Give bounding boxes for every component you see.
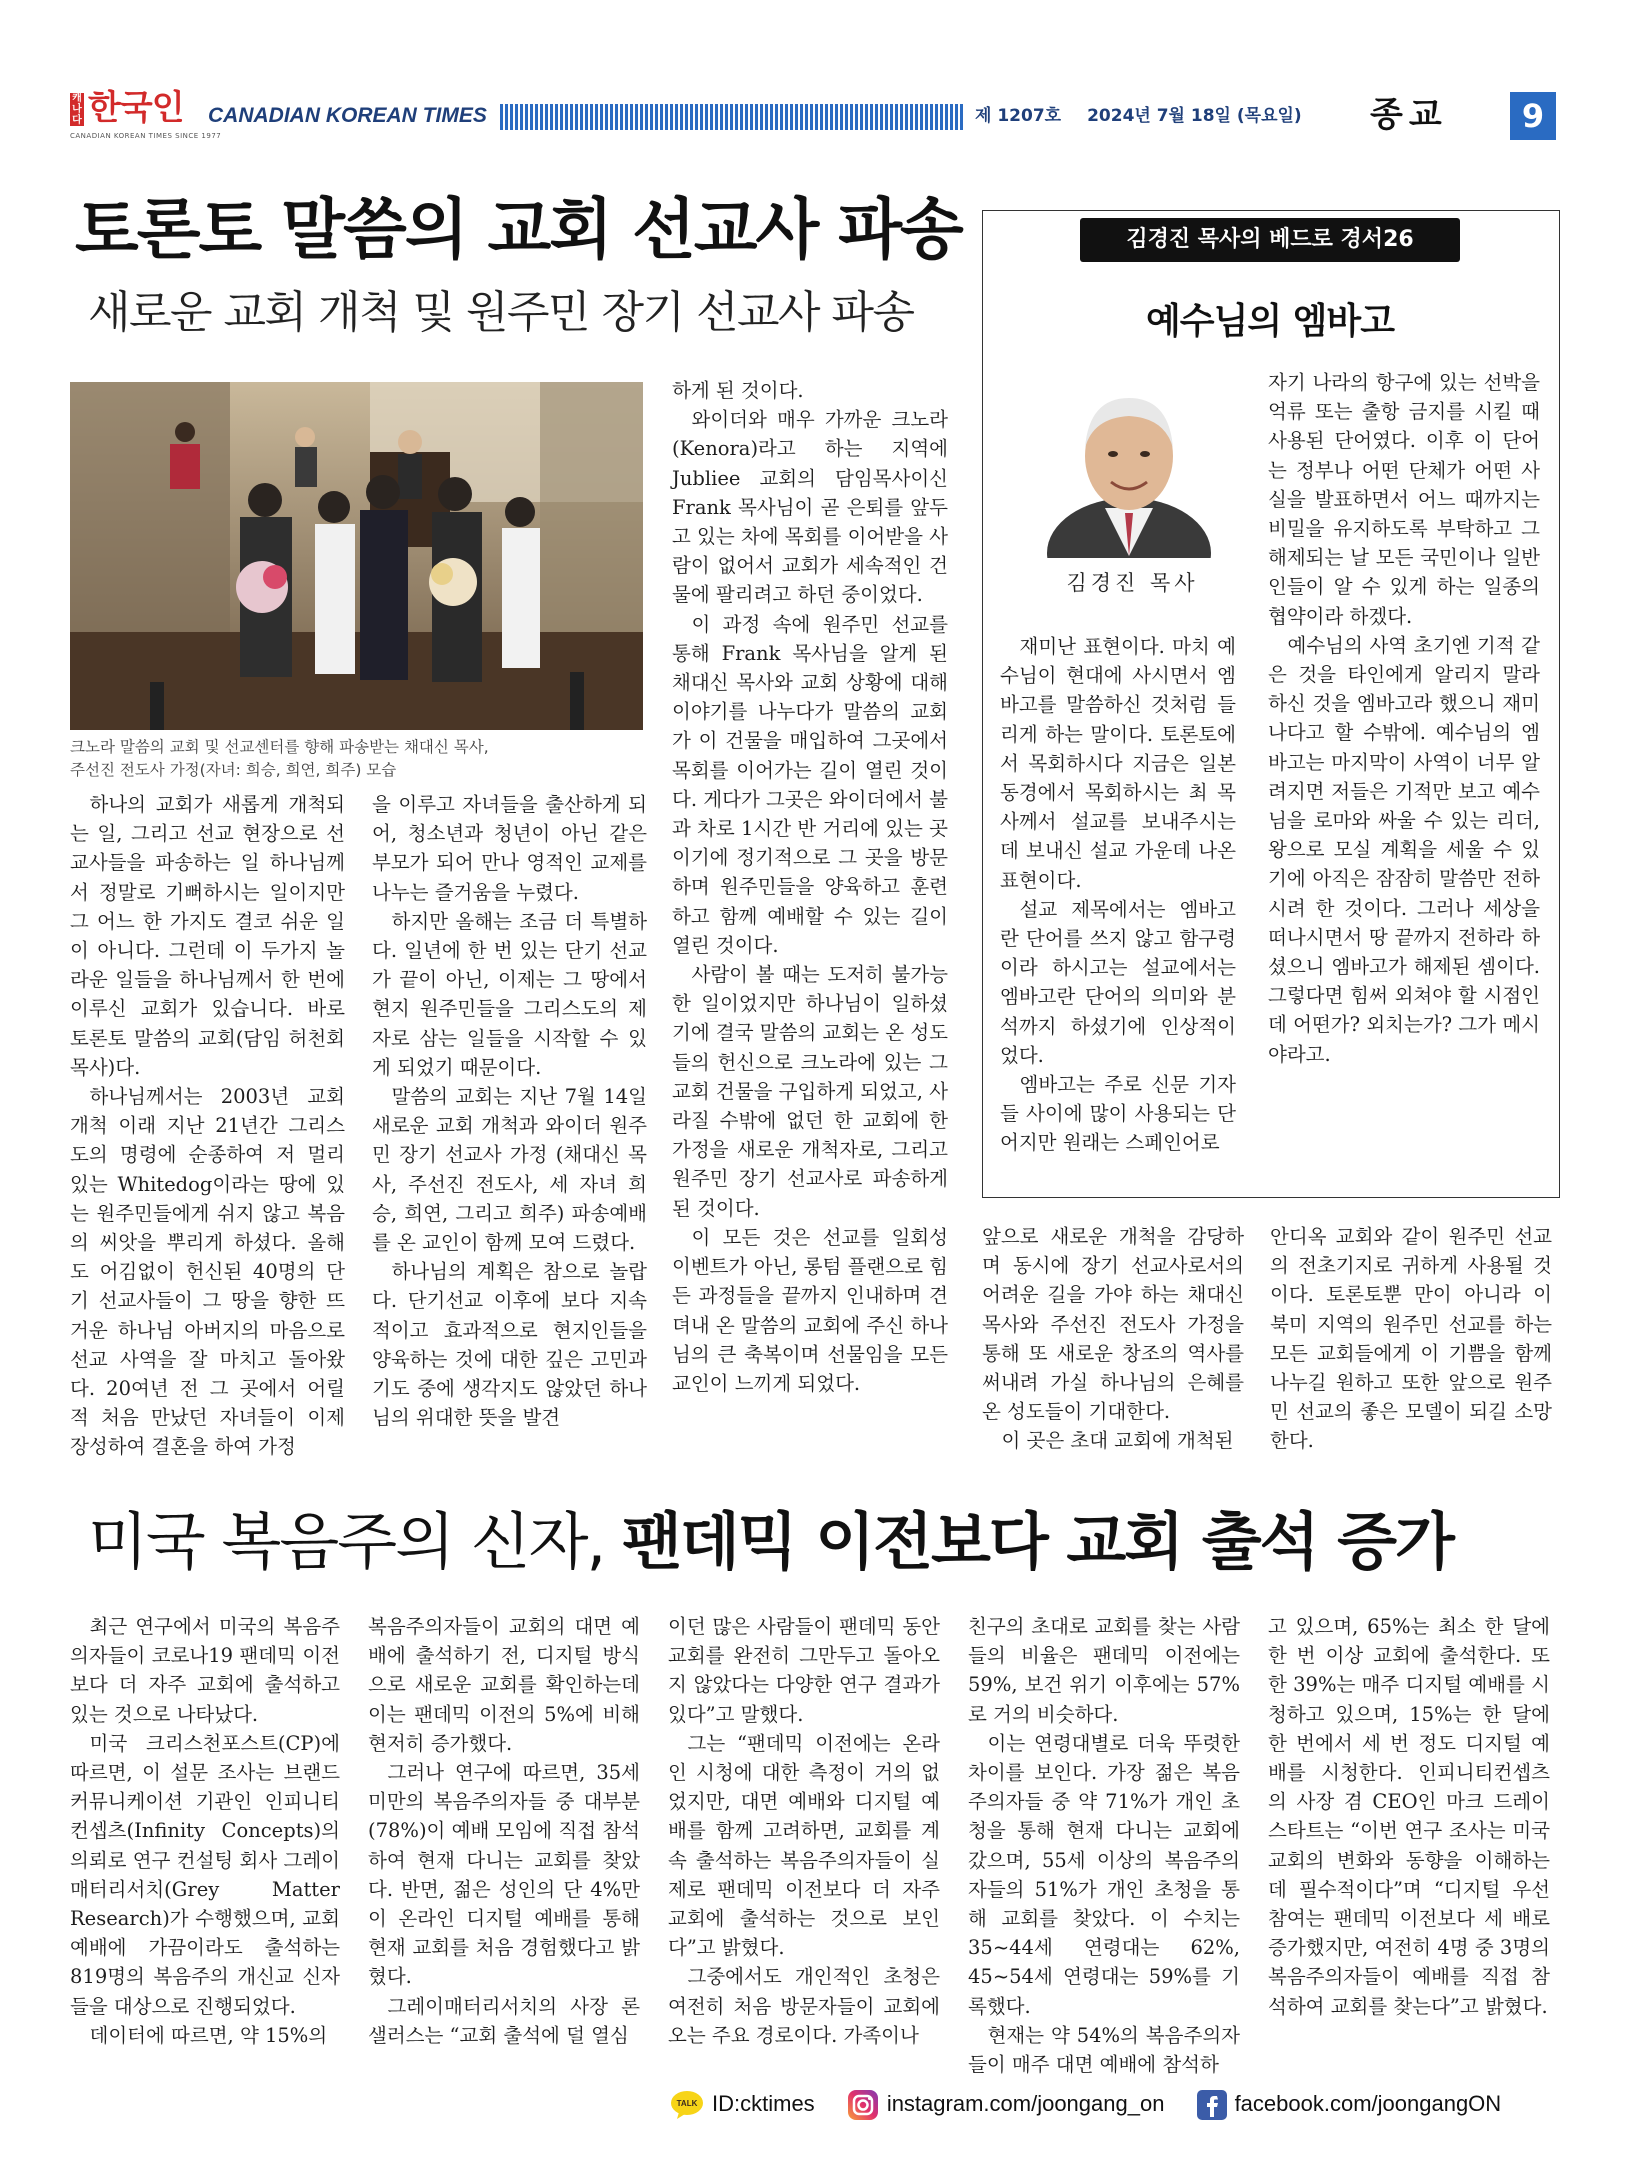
column-text-a	[1000, 632, 1236, 1158]
paragraph: 이 과정 속에 원주민 선교를 통해 Frank 목사님을 알게 된 채대신 목사와 교회 상황에 대해 이야기를 나누다가 말씀의 교회가 이 건물을 매입하여 그곳에서 목회를 이어가는 길이 열린 것이다. 게다가 그곳은 와이더에서 불과 차로 1시간 반 거리에 있는 곳이기에 정기적으로 그 곳을 방문하며 원주민들을 양육하고 훈련하고 함께 예배할 수 있는 길이 열린 것이다.	[672, 612, 948, 957]
paragraph: 앞으로 새로운 개척을 감당하며 동시에 장기 선교사로서의 어려운 길을 가야 하는 채대신 목사와 주선진 전도사 가정을 통해 또 새로운 창조의 역사를 써내려 가실 하나님의 은혜를 온 성도들이 기대한다.	[982, 1225, 1244, 1424]
paragraph: 와이더와 매우 가까운 크노라(Kenora)라고 하는 지역에 Jubliee 교회의 담임목사이신 Frank 목사님이 곧 은퇴를 앞두고 있는 차에 목회를 이어받을 사람이 없어서 교회가 세속적인 건물에 팔리려고 하던 중이었다.	[672, 408, 948, 607]
paragraph: 말씀의 교회는 지난 7월 14일 새로운 교회 개척과 와이더 원주민 장기 선교사 가정 (채대신 목사, 주선진 전도사, 세 자녀 희승, 희연, 그리고 희주) 파송예배를 온 교인이 함께 모여 드렸다.	[372, 1085, 647, 1255]
paragraph: 이는 연령대별로 더욱 뚜렷한 차이를 보인다. 가장 젊은 복음주의자들 중 약 71%가 개인 초청을 통해 현재 다니는 교회에 갔으며, 55세 이상의 복음주의자들의 51%가 개인 초청을 통해 교회를 찾았다. 이 수치는 35~44세 연령대는 62%, 45~54세 연령대는 59%를 기록했다.	[968, 1731, 1240, 2018]
masthead-english: CANADIAN KOREAN TIMES	[196, 100, 499, 132]
article1-column-2	[372, 790, 647, 1432]
paragraph: 하게 된 것이다.	[672, 379, 804, 402]
article2-headline	[88, 1502, 1558, 1582]
article1-column-4	[982, 1222, 1244, 1456]
logo-subtitle: CANADIAN KOREAN TIMES SINCE 1977	[70, 132, 222, 140]
commissioning-service-photo	[70, 382, 643, 730]
caption-line: 주선진 전도사 가정(자녀: 희승, 희연, 희주) 모습	[70, 761, 397, 779]
paragraph: 하지만 올해는 조금 더 특별하다. 일년에 한 번 있는 단기 선교가 끝이 아닌, 이제는 그 땅에서 현지 원주민들을 그리스도의 제자로 삼는 일들을 시작할 수 있게 되었기 때문이다.	[372, 909, 647, 1079]
article2-column-3	[668, 1612, 940, 2050]
headline-part-bold: 팬데믹 이전보다 교회 출석 증가	[621, 1505, 1453, 1578]
facebook-url: facebook.com/joongangON	[1234, 2091, 1502, 2117]
instagram-url: instagram.com/joongang_on	[886, 2091, 1165, 2117]
column-series-label: 김경진 목사의 베드로 경서26	[1080, 218, 1460, 262]
article1-headline: 토론토 말씀의 교회 선교사 파송	[75, 191, 962, 268]
column-text-b	[1268, 368, 1540, 1069]
column-title: 예수님의 엠바고	[1146, 301, 1394, 342]
paragraph: 현재는 약 54%의 복음주의자들이 매주 대면 예배에 참석하	[968, 2023, 1240, 2077]
issue-number: 제 1207호	[975, 106, 1062, 126]
headline-part: 미국 복음주의 신자,	[88, 1505, 622, 1578]
article1-column-3	[672, 376, 948, 1398]
paragraph: 안디옥 교회와 같이 원주민 선교의 전초기지로 귀하게 사용될 것이다. 토론토뿐 만이 아니라 이 북미 지역의 원주민 선교를 하는 모든 교회들에게 이 기쁨을 함께 나누길 원하고 또한 앞으로 원주민 선교의 좋은 모델이 되길 소망한다.	[1270, 1225, 1552, 1453]
paragraph: 그중에서도 개인적인 초청은 여전히 처음 방문자들이 교회에 오는 주요 경로이다. 가족이나	[668, 1965, 940, 2047]
paragraph: 하나님의 계획은 참으로 놀랍다. 단기선교 이후에 보다 지속적이고 효과적으로 현지인들을 양육하는 것에 대한 깊은 고민과 기도 중에 생각지도 않았던 하나님의 위대한 뜻을 발견	[372, 1260, 647, 1430]
newspaper-logo: 한국인	[88, 88, 184, 128]
paragraph: 최근 연구에서 미국의 복음주의자들이 코로나19 팬데믹 이전보다 더 자주 교회에 출석하고 있는 것으로 나타났다.	[70, 1615, 340, 1726]
article2-column-1	[70, 1612, 340, 2050]
facebook-icon	[1197, 2090, 1227, 2120]
caption-line: 크노라 말씀의 교회 및 선교센터를 향해 파송받는 채대신 목사,	[70, 738, 489, 756]
section-label: 종교	[1370, 95, 1448, 135]
paragraph: 이 모든 것은 선교를 일회성 이벤트가 아닌, 롱텀 플랜으로 힘든 과정들을 끝까지 인내하며 견뎌내 온 말씀의 교회에 주신 하나님의 큰 축복이며 선물임을 모든 교인이 느끼게 되었다.	[672, 1225, 948, 1395]
paragraph: 예수님의 사역 초기엔 기적 같은 것을 타인에게 알리지 말라 하신 것을 엠바고라 했으니 재미나다고 할 수밖에. 예수님의 엠바고는 마지막이 사역이 너무 알려지면 저들은 기적만 보고 예수님을 로마와 싸울 수 있는 리더, 왕으로 모실 계획을 세울 수 있기에 아직은 잠잠히 말씀만 전하시려 한 것이다. 그러나 세상을 떠나시면서 땅 끝까지 전하라 하셨으니 엠바고가 해제된 셈이다. 그렇다면 힘써 외쳐야 할 시점인데 어떤가? 외치는가? 그가 메시야라고.	[1268, 633, 1540, 1066]
kakaotalk-icon	[670, 2090, 704, 2120]
paragraph: 재미난 표현이다. 마치 예수님이 현대에 사시면서 엠바고를 말씀하신 것처럼 들리게 하는 말이다. 토론토에서 목회하시다 지금은 일본 동경에서 목회하시는 최 목사께서 설교를 보내주시는데 보내신 설교 가운데 나온 표현이다.	[1000, 635, 1236, 892]
page-number: 9	[1510, 92, 1556, 140]
social-footer	[670, 2085, 1527, 2121]
kakao-id: ID:cktimes	[712, 2091, 815, 2117]
paragraph: 사람이 볼 때는 도저히 불가능한 일이었지만 하나님이 일하셨기에 결국 말씀의 교회는 온 성도들의 헌신으로 크노라에 있는 그 교회 건물을 구입하게 되었고, 사라질 수밖에 없던 한 교회에 한 가정을 새로운 개척자로, 그리고 원주민 장기 선교사로 파송하게 된 것이다.	[672, 963, 948, 1220]
kakao-link[interactable]	[670, 2086, 815, 2122]
issue-date: 2024년 7월 18일 (목요일)	[1087, 106, 1302, 126]
author-portrait-illustration	[1045, 378, 1213, 558]
paragraph: 을 이루고 자녀들을 출산하게 되어, 청소년과 청년이 아닌 같은 부모가 되어 만나 영적인 교제를 나누는 즐거움을 누렸다.	[372, 793, 647, 904]
article2-column-2	[368, 1612, 640, 2050]
paragraph: 이 곳은 초대 교회에 개척된	[1001, 1429, 1234, 1453]
article1-column-5	[1270, 1222, 1552, 1456]
paragraph: 설교 제목에서는 엠바고란 단어를 쓰지 않고 함구령이라 하시고는 설교에서는 엠바고란 단어의 의미와 분석까지 하셨기에 인상적이었다.	[1000, 897, 1236, 1067]
article2-column-4	[968, 1612, 1240, 2079]
paragraph: 이던 많은 사람들이 팬데믹 동안 교회를 완전히 그만두고 돌아오지 않았다는 다양한 연구 결과가 있다”고 말했다.	[668, 1615, 940, 1726]
instagram-link[interactable]	[847, 2086, 1165, 2122]
article1-subheadline: 새로운 교회 개척 및 원주민 장기 선교사 파송	[88, 287, 914, 338]
paragraph: 미국 크리스천포스트(CP)에 따르면, 이 설문 조사는 브랜드 커뮤니케이션 기관인 인피니티컨셉츠(Infinity Concepts)의 의뢰로 연구 컨설팅 회사 그레이매터리서치(Grey Matter Research)가 수행했으며, 교회 예배에 가끔이라도 출석하는 819명의 복음주의 개신교 신자들을 대상으로 진행되었다.	[70, 1731, 340, 2018]
photo-illustration	[70, 382, 643, 730]
kakaotalk-badge-text: TALK	[676, 2099, 698, 2109]
paragraph: 친구의 초대로 교회를 찾는 사람들의 비율은 팬데믹 이전에는 59%, 보건 위기 이후에는 57%로 거의 비슷하다.	[968, 1615, 1240, 1726]
logo-vertical-text: 캐나다	[70, 93, 84, 126]
author-name: 김경진 목사	[1066, 571, 1199, 595]
paragraph: 고 있으며, 65%는 최소 한 달에 한 번 이상 교회에 출석한다. 또한 39%는 매주 디지털 예배를 시청하고 있으며, 15%는 한 달에 한 번에서 세 번 정도 디지털 예배를 시청한다. 인피니티컨셉츠의 사장 겸 CEO인 마크 드레이스타트는 “이번 연구 조사는 미국 교회의 변화와 동향을 이해하는 데 필수적이다”며 “디지털 우선 참여는 팬데믹 이전보다 세 배로 증가했지만, 여전히 4명 중 3명의 복음주의자들이 예배를 직접 참석하여 교회를 찾는다”고 밝혔다.	[1268, 1615, 1550, 2018]
paragraph: 하나님께서는 2003년 교회 개척 이래 지난 21년간 그리스도의 명령에 순종하여 저 멀리 있는 Whitedog이라는 땅에 있는 원주민들에게 쉬지 않고 복음의 씨앗을 뿌리게 하셨다. 올해도 어김없이 헌신된 40명의 단기 선교사들이 그 땅을 향한 뜨거운 하나님 아버지의 마음으로 선교 사역을 잘 마치고 돌아왔다. 20여년 전 그 곳에서 어릴 적 처음 만났던 자녀들이 이제 장성하여 결혼을 하여 가정	[70, 1085, 345, 1459]
paragraph: 그레이매터리서치의 사장 론 샐러스는 “교회 출석에 덜 열심	[368, 1994, 640, 2047]
article1-column-1	[70, 790, 345, 1462]
paragraph: 자기 나라의 항구에 있는 선박을 억류 또는 출항 금지를 시킬 때 사용된 단어였다. 이후 이 단어는 정부나 어떤 단체가 어떤 사실을 발표하면서 어느 때까지는 비밀을 유지하도록 부탁하고 그 해제되는 날 모든 국민이나 일반인들이 알 수 있게 하는 일종의 협약이라 하겠다.	[1268, 371, 1540, 628]
paragraph: 데이터에 따르면, 약 15%의	[89, 2023, 328, 2047]
paragraph: 그러나 연구에 따르면, 35세 미만의 복음주의자들 중 대부분(78%)이 예배 모임에 직접 참석하여 현재 다니는 교회를 찾았다. 반면, 젊은 성인의 단 4%만이 온라인 디지털 예배를 통해 현재 교회를 처음 경험했다고 밝혔다.	[368, 1761, 640, 1989]
instagram-icon	[847, 2089, 879, 2121]
issue-info	[965, 100, 1338, 132]
photo-caption	[70, 736, 650, 782]
author-portrait	[1045, 378, 1213, 558]
paragraph: 그는 “팬데믹 이전에는 온라인 시청에 대한 측정이 거의 없었지만, 대면 예배와 디지털 예배를 함께 고려하면, 교회를 계속 출석하는 복음주의자들이 실제로 팬데믹 이전보다 더 자주 교회에 출석하는 것으로 보인다”고 밝혔다.	[668, 1731, 940, 1960]
facebook-link[interactable]	[1197, 2086, 1502, 2122]
paragraph: 복음주의자들이 교회의 대면 예배에 출석하기 전, 디지털 방식으로 새로운 교회를 확인하는데 이는 팬데믹 이전의 5%에 비해 현저히 증가했다.	[368, 1615, 640, 1755]
article2-column-5	[1268, 1612, 1550, 2021]
paragraph: 엠바고는 주로 신문 기자들 사이에 많이 사용되는 단어지만 원래는 스페인어로	[1000, 1073, 1236, 1155]
paragraph: 하나의 교회가 새롭게 개척되는 일, 그리고 선교 현장으로 선교사들을 파송하는 일 하나님께서 정말로 기뻐하시는 일이지만 그 어느 한 가지도 결코 쉬운 일이 아니다. 그런데 이 두가지 놀라운 일들을 하나님께서 한 번에 이루신 교회가 있습니다. 바로 토론토 말씀의 교회(담임 허천회 목사)다.	[70, 793, 345, 1079]
